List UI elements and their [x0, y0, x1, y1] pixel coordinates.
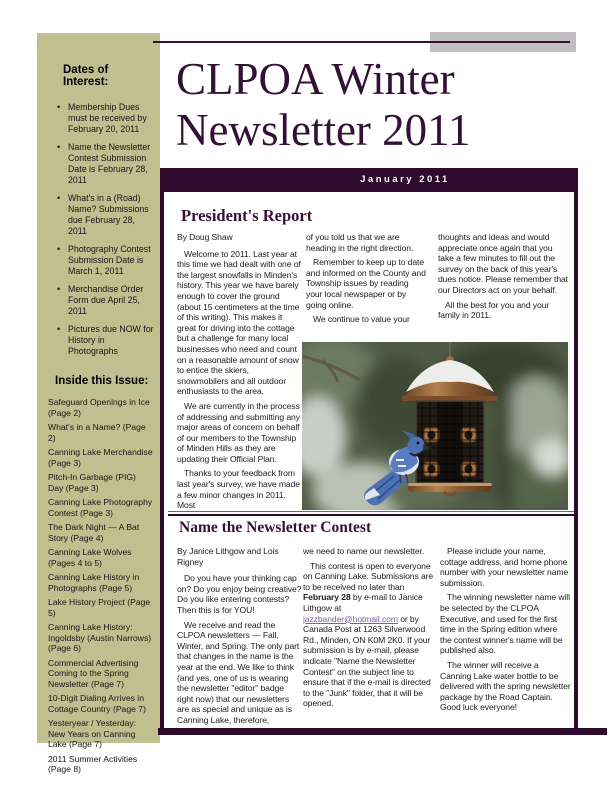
presidents-report-heading: President's Report [181, 206, 313, 225]
toc-item: Safeguard Openings in Ice (Page 2) [48, 397, 150, 418]
newsletter-title [176, 54, 596, 156]
inside-this-issue-list [48, 397, 153, 775]
toc-item: Yesteryear / Yesterday: New Years on Canning Lake (Page 7) [48, 718, 137, 749]
paragraph: thoughts and ideas and would appreciate once again that you take a few minutes to fill out the survey on the back of this year's dues notice. Please remember that our Directors act on your behalf. [438, 232, 568, 295]
content-border-right [574, 168, 578, 728]
toc-item: Canning Lake Photography Contest (Page 3) [48, 497, 153, 518]
toc-item: Canning Lake Merchandise (Page 3) [48, 447, 153, 468]
contest-text-after-date: by e-mail to Janice Lithgow at [303, 592, 423, 613]
toc-item: Lake History Project (Page 5) [48, 597, 151, 618]
toc-item: What's in a Name? (Page 2) [48, 422, 146, 443]
paragraph: Welcome to 2011. Last year at this time we had dealt with one of the largest snowfalls in Minden's history. This year we have barely enough to cover the ground (about 15 centimeters at the time of this writing). This makes it great for driving into the cottage but a challenge for many local businesses who need and count on a reasonable amount of snow to entice the skiers, snowmobilers and all outdoor enthusiasts to the area. [177, 248, 301, 397]
presidents-report-column-2 [306, 232, 427, 329]
dates-item [57, 102, 154, 135]
toc-item: Pitch-In Garbage (PIG) Day (Page 3) [48, 472, 136, 493]
contest-text-before-date: This contest is open to everyone on Canning Lake. Submissions are to be received no later than [303, 560, 434, 592]
issue-date-bar [160, 168, 578, 192]
presidents-report-column-3 [438, 232, 568, 325]
contest-column-2 [303, 546, 436, 713]
toc-item: Canning Lake History: Ingoldsby (Austin Narrows) (Page 6) [48, 622, 152, 653]
email-link[interactable]: jazzbander@hotmail.com [303, 613, 398, 624]
toc-item: Canning Lake Wolves (Pages 4 to 5) [48, 547, 132, 568]
toc-item: 10-Digit Dialing Arrives in Cottage Country (Page 7) [48, 693, 146, 714]
deadline-date: February 28 [303, 592, 351, 603]
presidents-report-column-1 [177, 232, 302, 515]
paragraph: Do you have your thinking cap on? Do you enjoy being creative? Do you like entering contests? Then this is for YOU! [177, 573, 302, 615]
contest-column-3 [440, 546, 571, 717]
dates-item [57, 284, 154, 317]
inside-this-issue-heading: Inside this Issue: [55, 375, 149, 387]
dates-item-text: Pictures due NOW for History in Photographs [68, 324, 154, 356]
title-line-2: Newsletter 2011 [176, 105, 471, 155]
toc-item: Commercial Advertising Coming to the Spring Newsletter (Page 7) [48, 657, 139, 689]
dates-item-text: Photography Contest Submission Date is March 1, 2011 [68, 244, 151, 276]
paragraph: The winner will receive a Canning Lake water bottle to be delivered with the spring newsletter package by the Road Captain. Good luck everyone! [440, 659, 571, 713]
contest-text-after-link: or by Canada Post at 1263 Silverwood Rd., Minden, ON K0M 2K0. If your submission is by e-mail, please indicate "Name the Newsletter Contest" on the subject line to ensure that if the e-mail is directed to the "Junk" folder, that it will be opened. [303, 613, 431, 709]
section-separator [168, 511, 574, 516]
dates-item [57, 324, 154, 357]
title-line-1: CLPOA Winter [176, 54, 455, 104]
dates-of-interest-list [57, 102, 154, 357]
toc-item: 2011 Summer Activities (Page 8) [48, 753, 138, 774]
dates-item [57, 193, 154, 237]
dates-item-text: Membership Dues must be received by February 20, 2011 [68, 102, 147, 134]
dates-of-interest-heading: Dates of Interest: [63, 64, 109, 88]
contest-column-1 [177, 546, 302, 726]
toc-item: Canning Lake History in Photographs (Page 5) [48, 572, 140, 593]
paragraph: of you told us that we are heading in the right direction. [306, 232, 414, 253]
presidents-report-byline: By Doug Shaw [177, 232, 233, 242]
contest-byline: By Janice Lithgow and Lois Rigney [177, 546, 279, 567]
masthead-rule [153, 41, 570, 43]
paragraph [303, 561, 436, 709]
blue-jay-photo-art [302, 342, 568, 510]
issue-date: January 2011 [360, 174, 450, 185]
dates-item-text: Name the Newsletter Contest Submission Date is February 28, 2011 [68, 142, 151, 185]
paragraph: Thanks to your feedback from last year's survey, we have made a few minor changes in 2011. Most [177, 468, 300, 511]
paragraph: We continue to value your [313, 314, 410, 325]
paragraph: we need to name our newsletter. [303, 546, 425, 556]
paragraph: The winning newsletter name will be selected by the CLPOA Executive, and used for the first time in the Spring edition where the contest winner's name will be published also. [440, 592, 570, 656]
toc-item: The Dark Night — A Bat Story (Page 4) [48, 522, 140, 543]
contest-heading: Name the Newsletter Contest [179, 519, 372, 536]
sidebar [37, 33, 160, 774]
content-border-left [160, 168, 164, 728]
paragraph: We receive and read the CLPOA newsletters — Fall, Winter, and Spring. The only part that changes in the name is the year at the end. We like to think (and yes, one of us is wearing the newsletter "editor" badge right now) that our newsletters are as special and unique as is Canning Lake, therefore, [177, 619, 300, 725]
paragraph: Remember to keep up to date and informed on the County and Township issues by reading your local newspaper or by going online. [306, 257, 426, 310]
paragraph: Please include your name, cottage address, and home phone number with your newsletter name submission. [440, 546, 569, 588]
paragraph: All the best for you and your family in 2011. [438, 299, 550, 321]
dates-item [57, 244, 154, 277]
dates-item [57, 142, 154, 186]
paragraph: We are currently in the process of addressing and submitting any major areas of concern on behalf of our members to the Township of Minden Hills as they are updating their Official Plan. [177, 400, 300, 464]
content-border-bottom [158, 728, 607, 735]
dates-item-text: Merchandise Order Form due April 25, 2011 [68, 284, 144, 316]
blue-jay-photo [302, 342, 568, 510]
dates-item-text: What's in a (Road) Name? Submissions due February 28, 2011 [68, 193, 149, 236]
